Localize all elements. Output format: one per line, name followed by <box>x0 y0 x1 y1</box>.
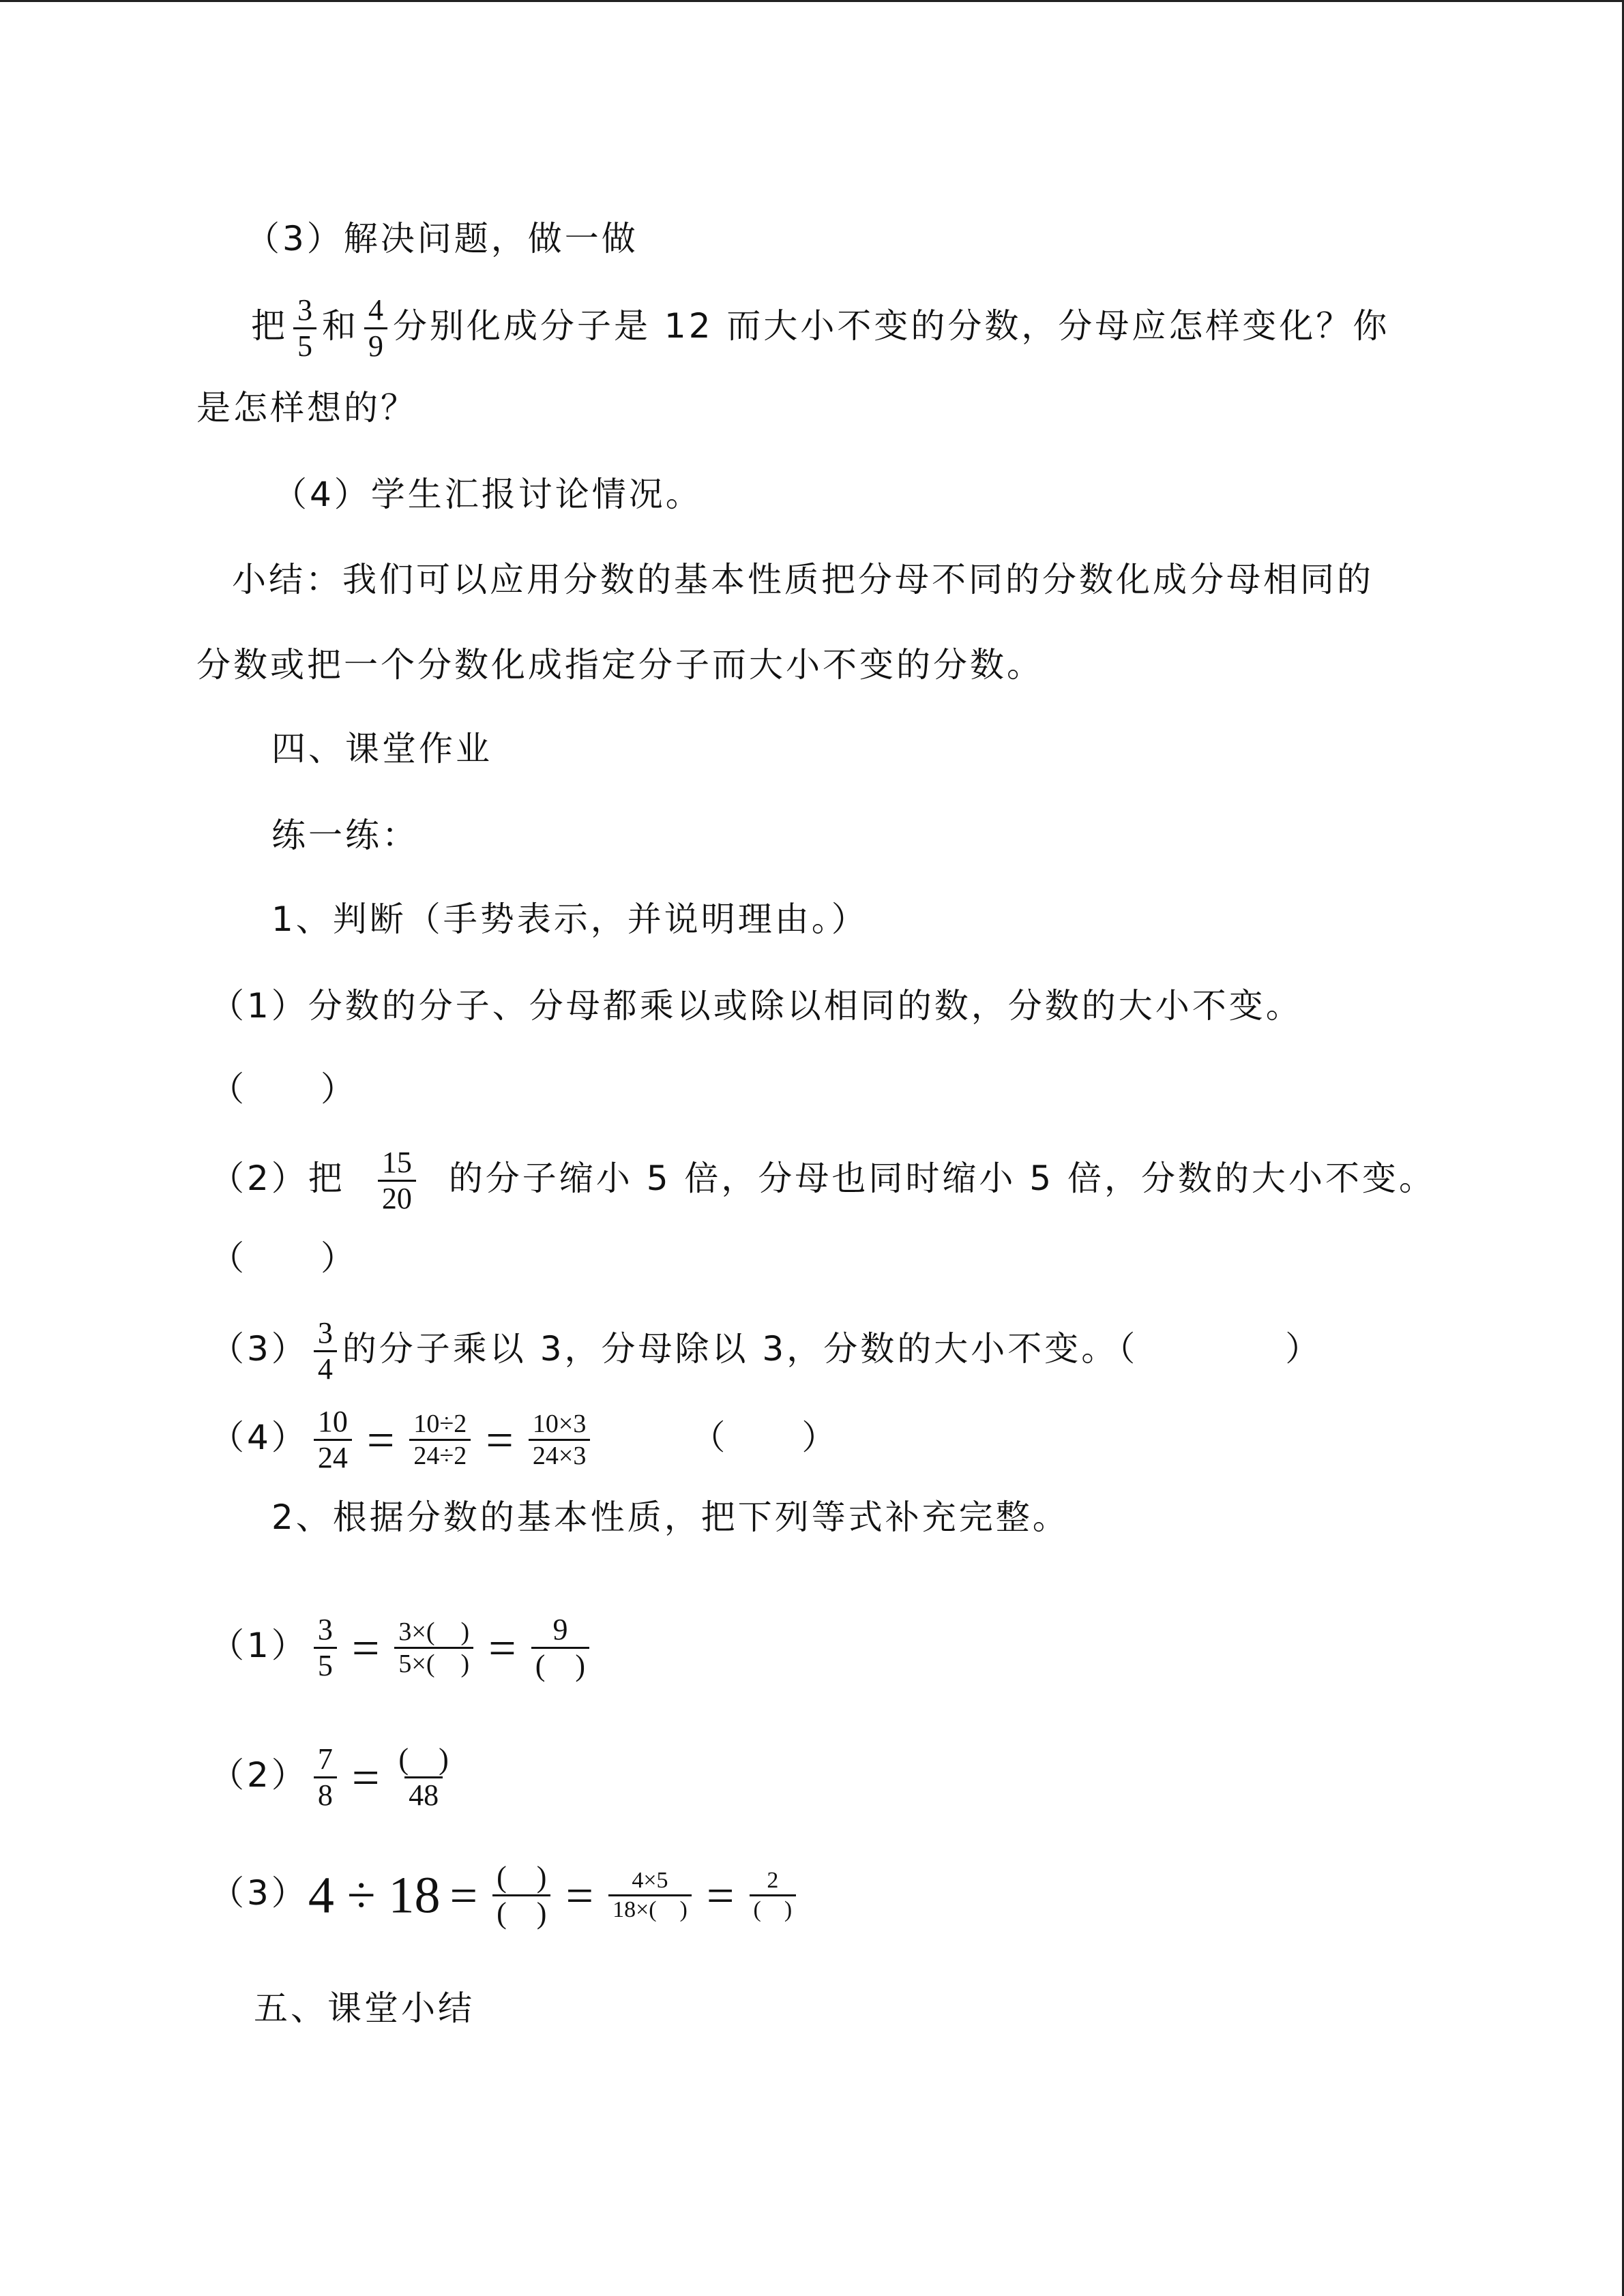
fraction-4-9: $\frac{4}{9}$ <box>364 293 387 363</box>
question-text: 分别化成分子是 12 而大小不变的分数，分母应怎样变化？你 <box>393 306 1390 346</box>
fraction-9-blank: $\frac{9}{( )}$ <box>531 1613 589 1683</box>
fraction-blank-48: $\frac{( )}{48}$ <box>398 1742 449 1812</box>
text-ba: 把 <box>251 306 288 346</box>
division-expression: 4 ÷ 18 <box>308 1866 441 1924</box>
exercise-2-heading: 2、根据分数的基本性质，把下列等式补充完整。 <box>271 1497 1069 1537</box>
fill-item-3: （3）4 ÷ 18 = $\frac{( )}{( )}$ = $\frac{4\times 5}{18\times( )}$ = $\frac{2}{( )}$ <box>210 1860 801 1930</box>
fraction-2-blank: $\frac{2}{( )}$ <box>750 1867 797 1924</box>
section-5-heading: 五、课堂小结 <box>254 1988 475 2028</box>
fill-item-1: （1） $\frac{3}{5}$ = $\frac{3\times( )}{5\times( )}$ = $\frac{9}{( )}$ <box>210 1613 595 1683</box>
step-3-question <box>251 293 1389 363</box>
text-he: 和 <box>322 306 359 346</box>
step-4-heading: （4）学生汇报讨论情况。 <box>273 475 703 514</box>
fraction-10-24-multiplied: $\frac{10\times 3}{24\times 3}$ <box>529 1409 590 1471</box>
fraction-10-24: $\frac{10}{24}$ <box>314 1405 352 1475</box>
fraction-blank-multiplied: $\frac{3\times( )}{5\times( )}$ <box>394 1617 473 1679</box>
fraction-3-5-b: $\frac{3}{5}$ <box>314 1613 337 1683</box>
fraction-7-8: $\frac{7}{8}$ <box>314 1742 337 1813</box>
answer-blank-4: （ ） <box>691 1418 839 1457</box>
answer-blank-2: （ ） <box>210 1238 357 1278</box>
section-4-heading: 四、课堂作业 <box>271 729 492 769</box>
fraction-3-5: $\frac{3}{5}$ <box>293 293 316 363</box>
step-3-heading: （3）解决问题，做一做 <box>246 219 638 258</box>
fraction-3-4: $\frac{3}{4}$ <box>314 1316 337 1386</box>
question-continuation: 是怎样想的？ <box>196 388 417 428</box>
judge-item-1: （1）分数的分子、分母都乘以或除以相同的数，分数的大小不变。 <box>210 986 1303 1026</box>
fill-item-2: （2） $\frac{7}{8}$ = $\frac{( )}{48}$ <box>210 1742 458 1813</box>
fraction-4x5: $\frac{4\times 5}{18\times( )}$ <box>608 1867 692 1924</box>
fraction-10-24-divided: $\frac{10\div 2}{24\div 2}$ <box>409 1409 471 1471</box>
practice-heading: 练一练： <box>271 816 419 855</box>
answer-blank-1: （ ） <box>210 1069 357 1109</box>
judge-item-3: （3） $\frac{3}{4}$ 的分子乘以 3，分母除以 3，分数的大小不变。（ ） <box>210 1316 1323 1386</box>
summary-line-2: 分数或把一个分数化成指定分子而大小不变的分数。 <box>196 645 1044 685</box>
judge-item-2: （2）把 $\frac{15}{20}$ 的分子缩小 5 倍，分母也同时缩小 5 倍，分数的大小不变。 <box>210 1146 1436 1215</box>
fraction-blank-blank: $\frac{( )}{( )}$ <box>492 1860 550 1930</box>
exercise-1-heading: 1、判断（手势表示，并说明理由。） <box>271 899 868 939</box>
fraction-15-20: $\frac{15}{20}$ <box>378 1146 416 1216</box>
summary-line-1: 小结：我们可以应用分数的基本性质把分母不同的分数化成分母相同的 <box>232 560 1374 599</box>
page-top-border <box>0 0 1624 2</box>
judge-item-4: （4） $\frac{10}{24}$ = $\frac{10\div 2}{24\div 2}$ = $\frac{10\times 3}{24\times 3}$ （ ） <box>210 1405 839 1474</box>
